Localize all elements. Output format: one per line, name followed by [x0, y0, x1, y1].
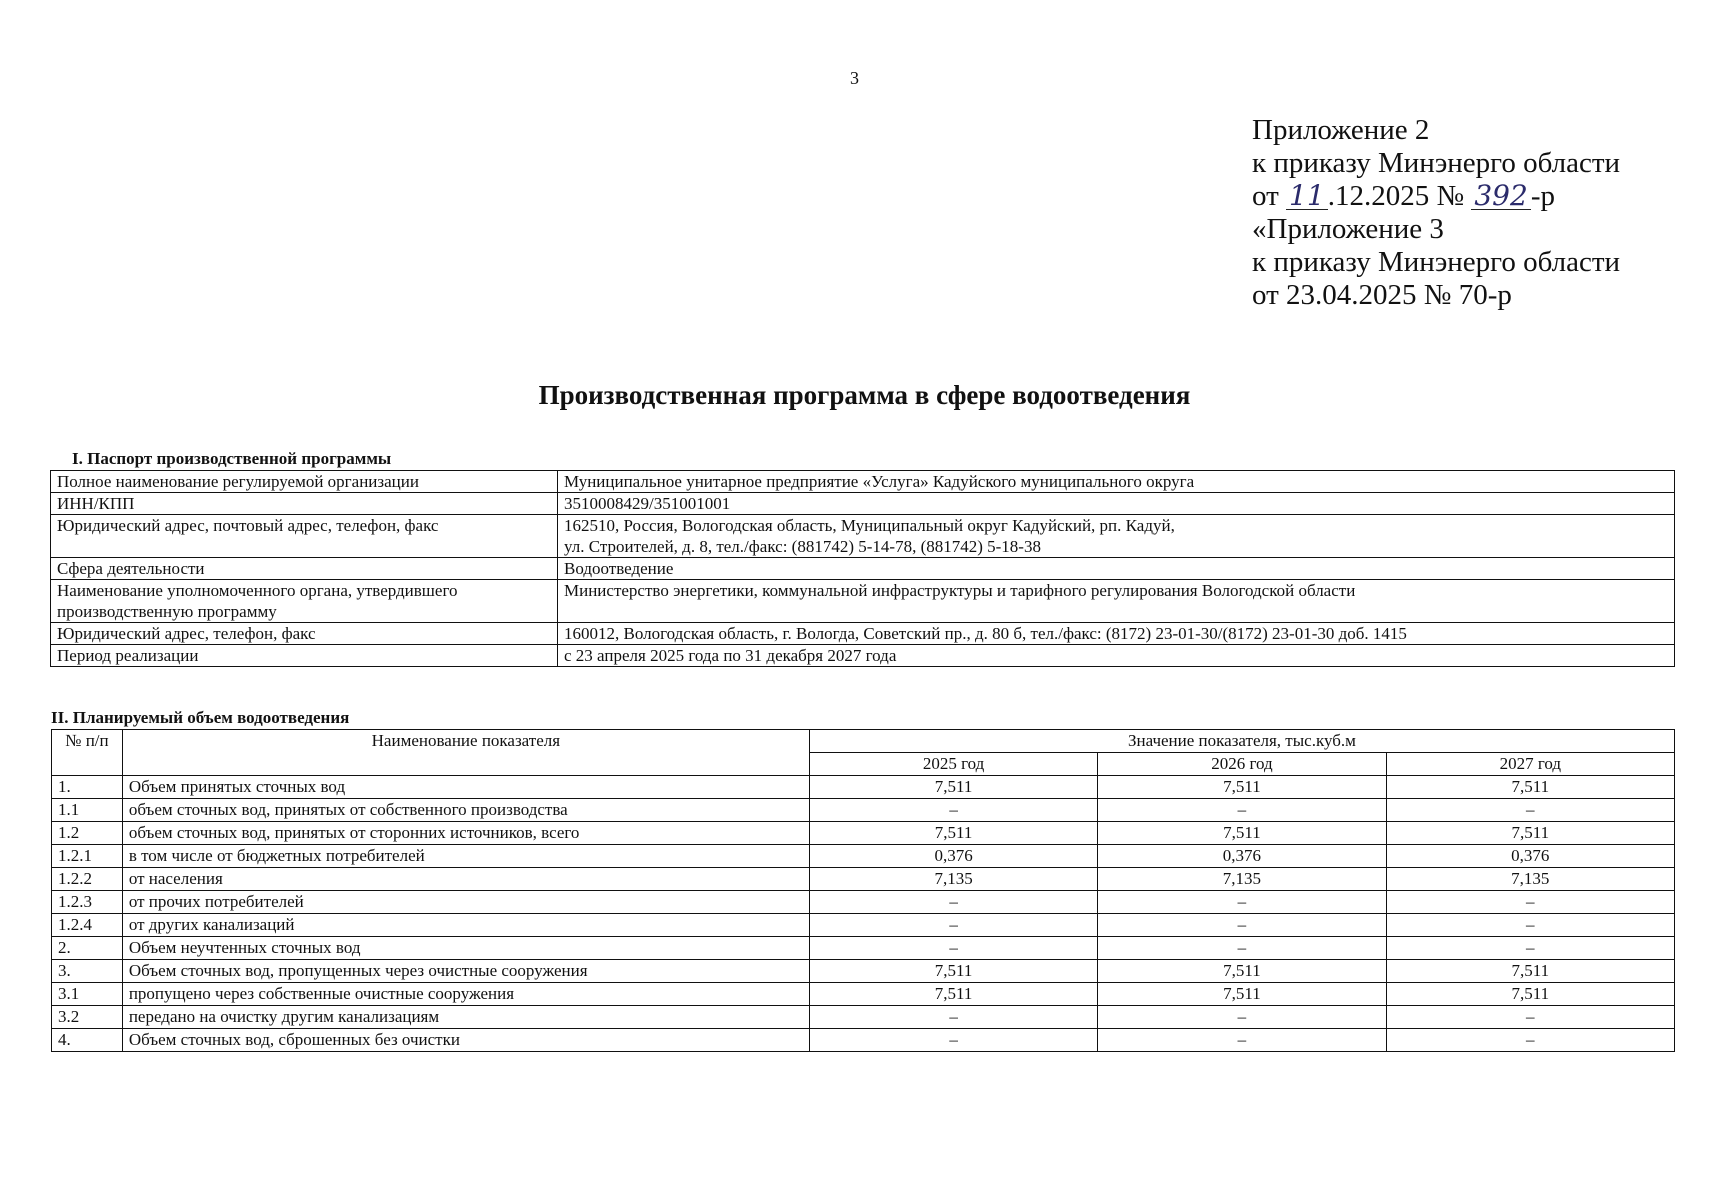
- row-value: 7,511: [809, 983, 1097, 1006]
- volume-row: [52, 799, 1675, 822]
- row-name: Объем неучтенных сточных вод: [122, 937, 809, 960]
- passport-row: [51, 580, 1675, 623]
- passport-table: [50, 470, 1675, 667]
- row-value: –: [809, 891, 1097, 914]
- passport-row: [51, 623, 1675, 645]
- year-header: 2025 год: [809, 753, 1097, 776]
- passport-label: Полное наименование регулируемой организации: [51, 471, 558, 493]
- row-value: 7,135: [1098, 868, 1386, 891]
- volume-row: [52, 914, 1675, 937]
- col-number-header: № п/п: [52, 730, 123, 776]
- row-number: 1.2.3: [52, 891, 123, 914]
- appendix-line-3: [1252, 180, 1620, 213]
- appendix-line-4: «Приложение 3: [1252, 213, 1444, 245]
- passport-value: [558, 493, 1675, 515]
- row-value: –: [809, 799, 1097, 822]
- row-value: 7,135: [809, 868, 1097, 891]
- row-number: 3.1: [52, 983, 123, 1006]
- row-name: объем сточных вод, принятых от собственного производства: [122, 799, 809, 822]
- row-value: 7,511: [809, 822, 1097, 845]
- row-value: 7,511: [1386, 776, 1674, 799]
- passport-value-line: 160012, Вологодская область, г. Вологда, Советский пр., д. 80 б, тел./факс: (8172) 23-01-30/(8172) 23-01-30 доб. 1415: [564, 624, 1407, 643]
- row-value: –: [1386, 799, 1674, 822]
- volume-row: [52, 776, 1675, 799]
- row-value: 0,376: [1386, 845, 1674, 868]
- passport-label: Юридический адрес, телефон, факс: [51, 623, 558, 645]
- volume-row: [52, 822, 1675, 845]
- passport-value-line: Муниципальное унитарное предприятие «Услуга» Кадуйского муниципального округа: [564, 472, 1195, 491]
- row-number: 3.2: [52, 1006, 123, 1029]
- row-name: Объем сточных вод, пропущенных через очистные сооружения: [122, 960, 809, 983]
- row-number: 1.: [52, 776, 123, 799]
- row-value: –: [1386, 1029, 1674, 1052]
- row-number: 1.1: [52, 799, 123, 822]
- passport-row: [51, 471, 1675, 493]
- passport-value: [558, 471, 1675, 493]
- appendix-line-2: к приказу Минэнерго области: [1252, 147, 1621, 179]
- row-value: –: [809, 914, 1097, 937]
- row-name: Объем принятых сточных вод: [122, 776, 809, 799]
- row-name: от населения: [122, 868, 809, 891]
- appendix-line-1: Приложение 2: [1252, 114, 1430, 146]
- row-name: объем сточных вод, принятых от сторонних источников, всего: [122, 822, 809, 845]
- appendix-date-prefix: от: [1252, 180, 1279, 212]
- passport-value-line: 162510, Россия, Вологодская область, Муниципальный округ Кадуйский, рп. Кадуй,: [564, 516, 1175, 535]
- row-value: –: [1386, 1006, 1674, 1029]
- passport-label: ИНН/КПП: [51, 493, 558, 515]
- passport-value-line: ул. Строителей, д. 8, тел./факс: (881742) 5-14-78, (881742) 5-18-38: [564, 537, 1041, 556]
- row-number: 1.2.4: [52, 914, 123, 937]
- passport-row: [51, 645, 1675, 667]
- volume-row: [52, 1029, 1675, 1052]
- section-2-heading: II. Планируемый объем водоотведения: [51, 708, 350, 727]
- row-value: 0,376: [1098, 845, 1386, 868]
- row-name: от других канализаций: [122, 914, 809, 937]
- row-value: –: [1386, 914, 1674, 937]
- row-value: 7,511: [1386, 960, 1674, 983]
- appendix-number-suffix: -р: [1530, 180, 1555, 212]
- row-number: 3.: [52, 960, 123, 983]
- volume-table: [51, 729, 1675, 1052]
- passport-label: Юридический адрес, почтовый адрес, телефон, факс: [51, 515, 558, 558]
- page-number: 3: [850, 68, 859, 88]
- passport-row: [51, 558, 1675, 580]
- row-value: 7,135: [1386, 868, 1674, 891]
- passport-value-line: Министерство энергетики, коммунальной инфраструктуры и тарифного регулирования Вологодской области: [564, 581, 1356, 600]
- row-name: от прочих потребителей: [122, 891, 809, 914]
- volume-row: [52, 891, 1675, 914]
- row-value: –: [1386, 937, 1674, 960]
- handwritten-number: 392: [1471, 183, 1530, 210]
- passport-label: Наименование уполномоченного органа, утвердившего производственную программу: [51, 580, 558, 623]
- passport-value: [558, 623, 1675, 645]
- row-value: 7,511: [1098, 960, 1386, 983]
- row-value: 7,511: [809, 960, 1097, 983]
- volume-row: [52, 868, 1675, 891]
- row-name: пропущено через собственные очистные сооружения: [122, 983, 809, 1006]
- row-name: в том числе от бюджетных потребителей: [122, 845, 809, 868]
- passport-label: Сфера деятельности: [51, 558, 558, 580]
- passport-value: [558, 645, 1675, 667]
- appendix-date-mid: .12.2025 №: [1327, 180, 1465, 212]
- passport-label: Период реализации: [51, 645, 558, 667]
- row-value: –: [1098, 799, 1386, 822]
- row-number: 2.: [52, 937, 123, 960]
- row-number: 4.: [52, 1029, 123, 1052]
- row-value: –: [1098, 891, 1386, 914]
- row-name: передано на очистку другим канализациям: [122, 1006, 809, 1029]
- row-number: 1.2: [52, 822, 123, 845]
- row-value: 7,511: [1386, 822, 1674, 845]
- row-value: –: [1098, 1029, 1386, 1052]
- row-value: –: [1098, 937, 1386, 960]
- passport-value-line: с 23 апреля 2025 года по 31 декабря 2027 года: [564, 646, 897, 665]
- row-value: 7,511: [1386, 983, 1674, 1006]
- section-1-heading: I. Паспорт производственной программы: [72, 449, 392, 468]
- row-number: 1.2.1: [52, 845, 123, 868]
- passport-row: [51, 493, 1675, 515]
- row-value: 7,511: [1098, 776, 1386, 799]
- row-value: 7,511: [809, 776, 1097, 799]
- passport-value-line: Водоотведение: [564, 559, 674, 578]
- volume-row: [52, 937, 1675, 960]
- passport-row: [51, 515, 1675, 558]
- row-value: 0,376: [809, 845, 1097, 868]
- volume-row: [52, 983, 1675, 1006]
- document-title: Производственная программа в сфере водоотведения: [538, 380, 1191, 410]
- passport-value-line: 3510008429/351001001: [564, 494, 731, 513]
- volume-row: [52, 845, 1675, 868]
- passport-value: [558, 515, 1675, 558]
- volume-row: [52, 1006, 1675, 1029]
- year-header: 2026 год: [1098, 753, 1386, 776]
- col-name-header: Наименование показателя: [122, 730, 809, 776]
- row-value: –: [809, 937, 1097, 960]
- row-value: –: [809, 1029, 1097, 1052]
- row-value: –: [1098, 914, 1386, 937]
- volume-row: [52, 960, 1675, 983]
- appendix-line-5: к приказу Минэнерго области: [1252, 246, 1621, 278]
- row-value: 7,511: [1098, 983, 1386, 1006]
- year-header: 2027 год: [1386, 753, 1674, 776]
- handwritten-day: 11: [1286, 183, 1328, 210]
- row-number: 1.2.2: [52, 868, 123, 891]
- appendix-line-6: от 23.04.2025 № 70-р: [1252, 279, 1512, 311]
- row-value: –: [809, 1006, 1097, 1029]
- row-value: –: [1386, 891, 1674, 914]
- row-value: –: [1098, 1006, 1386, 1029]
- row-name: Объем сточных вод, сброшенных без очистки: [122, 1029, 809, 1052]
- row-value: 7,511: [1098, 822, 1386, 845]
- passport-value: [558, 580, 1675, 623]
- passport-value: [558, 558, 1675, 580]
- appendix-block: [1252, 114, 1620, 312]
- col-value-header: Значение показателя, тыс.куб.м: [809, 730, 1674, 753]
